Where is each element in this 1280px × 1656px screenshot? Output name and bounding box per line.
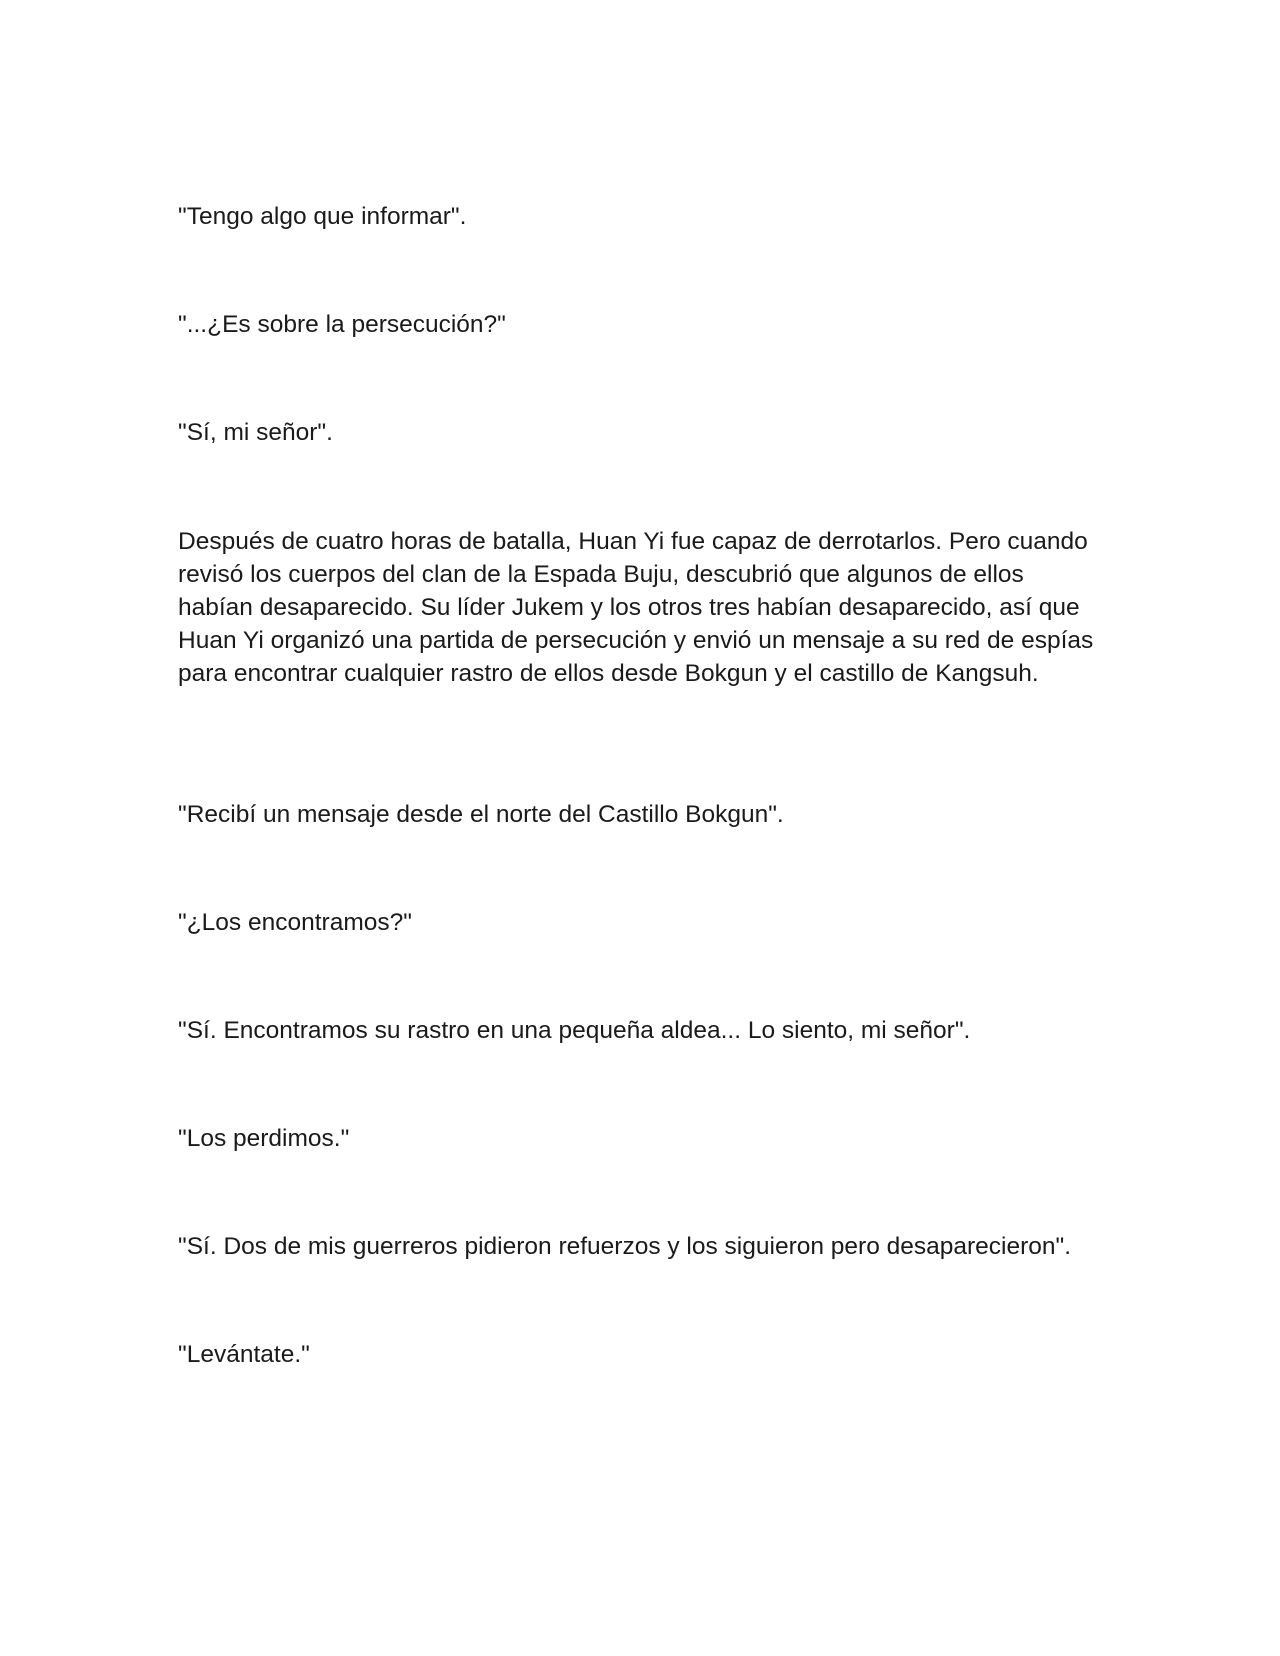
- paragraph-6: "¿Los encontramos?": [178, 909, 412, 936]
- paragraph-7: "Sí. Encontramos su rastro en una pequeña aldea... Lo siento, mi señor".: [178, 1017, 971, 1044]
- paragraph-10: "Levántate.": [178, 1341, 310, 1368]
- paragraph-8: "Los perdimos.": [178, 1125, 350, 1152]
- paragraph-2: "...¿Es sobre la persecución?": [178, 311, 506, 338]
- paragraph-4: Después de cuatro horas de batalla, Huan Yi fue capaz de derrotarlos. Pero cuando revisó los cuerpos del clan de la Espada Buju, descubrió que algunos de ellos habían desaparecido. Su líder Jukem y los otros tres habían desaparecido, así que Huan Yi organizó una partida de persecución y envió un mensaje a su red de espías para encontrar cualquier rastro de ellos desde Bokgun y el castillo de Kangsuh.: [178, 528, 1094, 687]
- paragraph-3: "Sí, mi señor".: [178, 419, 333, 446]
- paragraph-5: "Recibí un mensaje desde el norte del Castillo Bokgun".: [178, 801, 784, 828]
- paragraph-9: "Sí. Dos de mis guerreros pidieron refuerzos y los siguieron pero desaparecieron".: [178, 1233, 1072, 1260]
- paragraph-1: "Tengo algo que informar".: [178, 203, 467, 230]
